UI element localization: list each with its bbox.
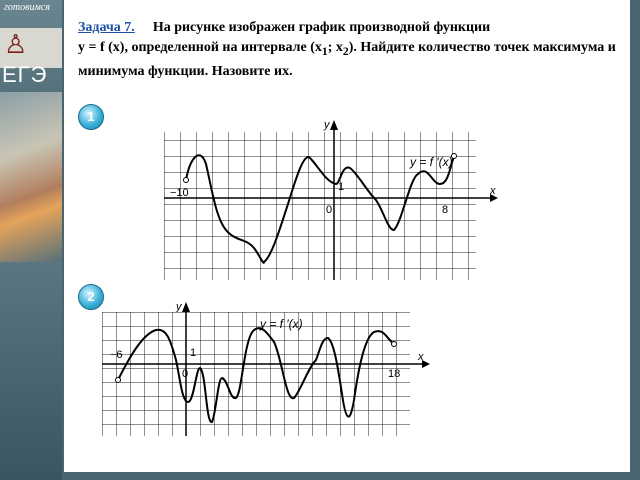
task-sub-1: 1 [321,44,328,58]
graph-1-tick-zero: 0 [326,204,333,216]
graph-1-y-arrow [330,120,338,130]
task-sep: ; x [327,40,343,55]
task-sub-2: 2 [342,44,349,58]
graph-1-y-label: y [324,119,330,131]
task-label: Задача 7. [78,20,135,35]
graph-2-function-label: y = f ′(x) [260,317,303,331]
task-text-1: На рисунке изображен график производной функции [152,20,491,35]
sidebar-lower-panel [0,262,62,480]
graph-2-tick-left: −6 [110,349,123,361]
graph-1-function-label: y = f ′(x) [410,155,453,169]
graph-1 [164,118,504,284]
sidebar-artwork [0,92,62,262]
graph-1-tick-left: −10 [170,187,189,199]
graph-2-tick-one: 1 [190,347,197,359]
graph-1-x-label: x [490,185,496,197]
slide-content [64,0,630,472]
graph-1-tick-right: 8 [442,204,449,216]
graph-2-x-label: x [418,351,424,363]
ege-logo: ЕГЭ [2,62,48,87]
graph-2-end-point [392,342,397,347]
task-text-3: ). Найдите количество точек максимума и минимума функции. Назовите их. [78,40,616,79]
graph-1-tick-one: 1 [338,181,345,193]
graph-2-y-label: y [176,301,182,313]
person-icon: ♙ [4,30,28,59]
graph-2-y-arrow [182,302,190,312]
graph-2 [102,298,432,440]
graph-2-start-point [116,378,121,383]
graph-2-tick-zero: 0 [182,368,189,380]
task-statement [78,18,618,82]
graph-2-tick-right: 18 [388,368,401,380]
sidebar-caption: готовимся [4,2,50,13]
graph-1-badge: 1 [78,104,104,130]
graph-2-grid [102,312,410,436]
graph-2-badge: 2 [78,284,104,310]
graph-1-start-point [184,178,189,183]
task-text-2: y = f (x), определенной на интервале (x [78,40,322,55]
decorative-sidebar [0,0,62,480]
